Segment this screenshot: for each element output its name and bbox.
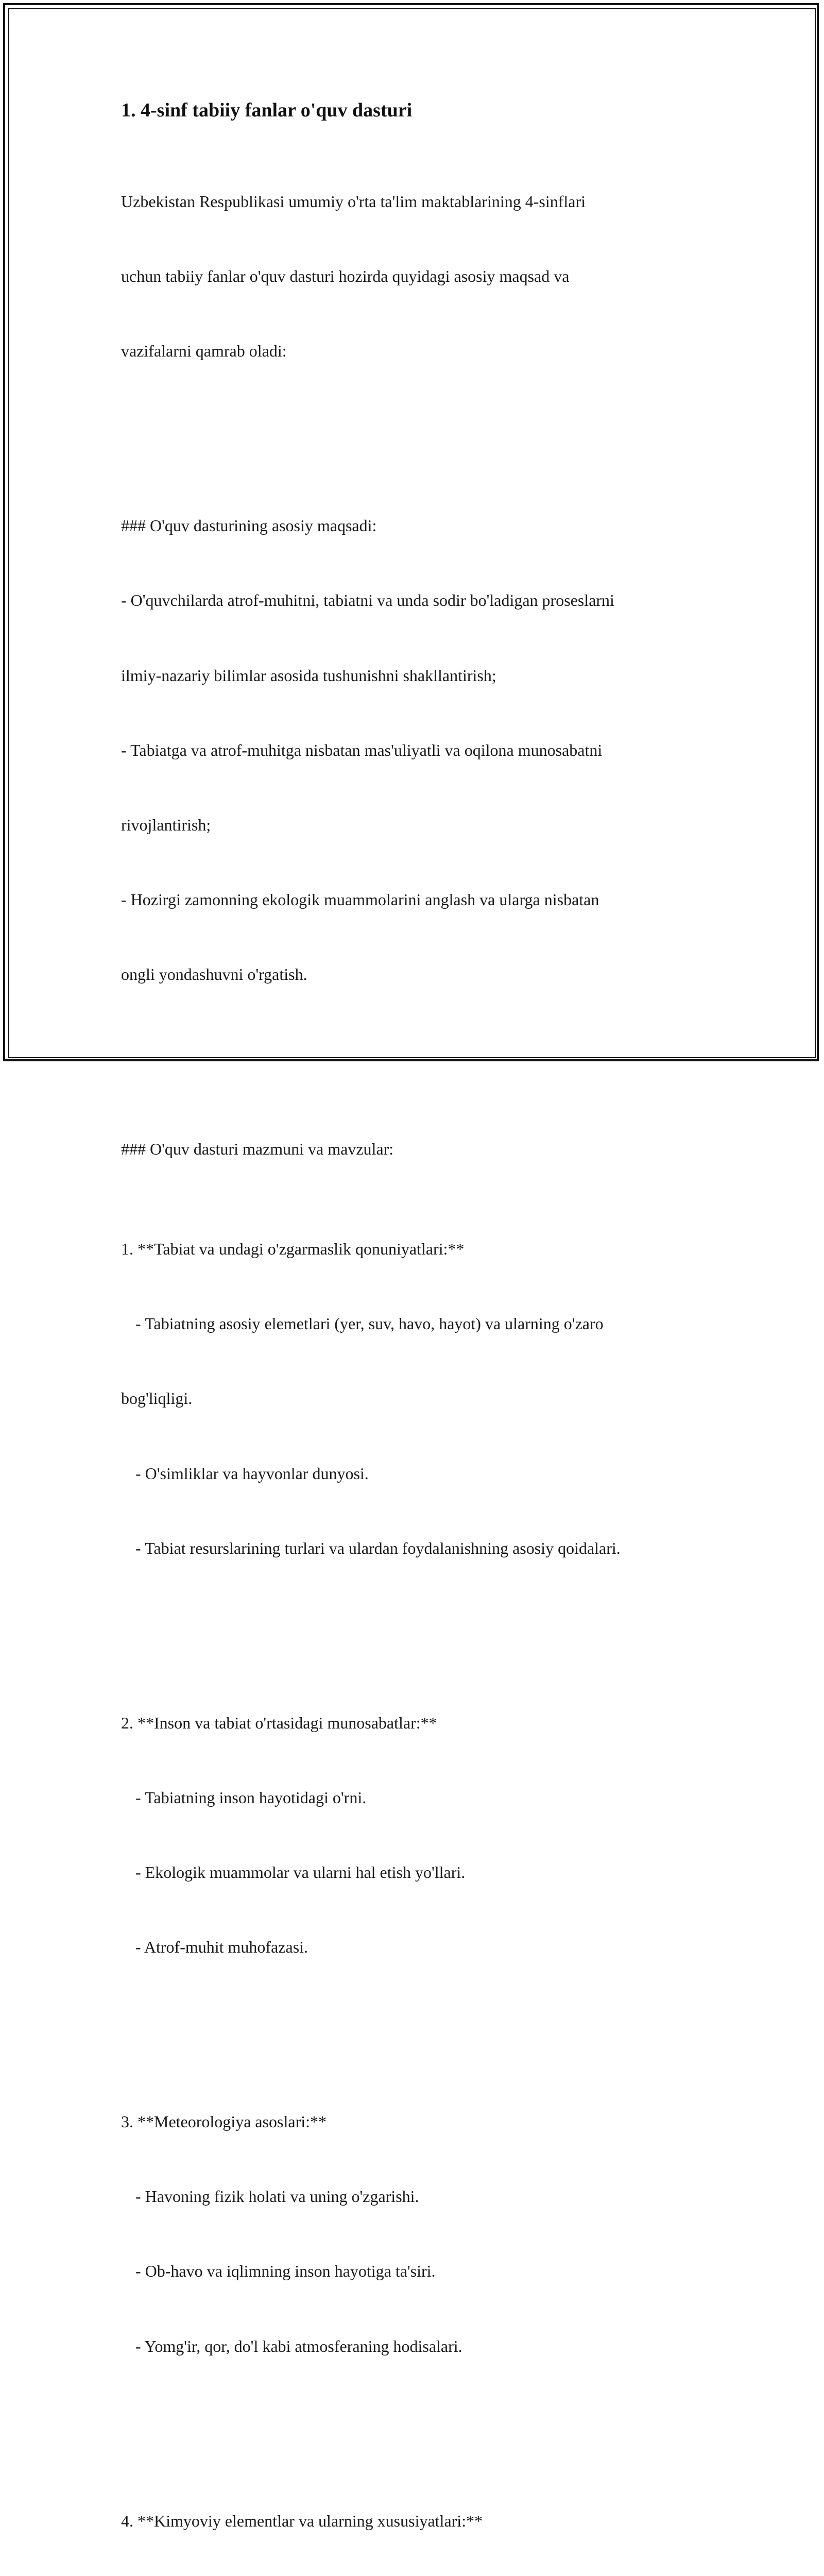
section-title: 1. **Tabiat va undagi o'zgarmaslik qonuniyatlari:** — [121, 1239, 465, 1258]
goal-line: rivojlantirish; — [121, 815, 211, 834]
section-item: - Tabiat resurslarining turlari va ulardan foydalanishning asosiy qoidalari. — [135, 1538, 621, 1557]
blank-line — [121, 1611, 724, 1635]
intro-line: Uzbekistan Respublikasi umumiy o'rta ta'lim maktablarining 4-sinflari — [121, 192, 586, 211]
goals-heading: ### O'quv dasturining asosiy maqsadi: — [121, 516, 377, 535]
section-item: - Tabiatning inson hayotidagi o'rni. — [135, 1788, 367, 1807]
section-item: - Ob-havo va iqlimning inson hayotiga ta'siri. — [135, 2262, 436, 2281]
goal-line: - Hozirgi zamonning ekologik muammolarini anglash va ularga nisbatan — [121, 890, 599, 909]
section-title: 2. **Inson va tabiat o'rtasidagi munosabatlar:** — [121, 1713, 437, 1732]
blank-line — [121, 2009, 724, 2034]
intro-line: vazifalarni qamrab oladi: — [121, 342, 287, 361]
goal-line: ongli yondashuvni o'rgatish. — [121, 965, 307, 984]
section-item: - Atrof-muhit muhofazasi. — [135, 1938, 308, 1957]
blank-line — [121, 2409, 724, 2433]
blank-line — [121, 413, 724, 438]
content-heading: ### O'quv dasturi mazmuni va mavzular: — [121, 1140, 394, 1159]
document-page — [121, 97, 724, 2576]
section-item-wrap: bog'liqligi. — [121, 1389, 193, 1408]
section-item: - Yomg'ir, qor, do'l kabi atmosferaning hodisalari. — [135, 2336, 462, 2355]
intro-paragraph — [121, 139, 724, 2576]
intro-line: uchun tabiiy fanlar o'quv dasturi hozirda quyidagi asosiy maqsad va — [121, 267, 570, 286]
section-title: 4. **Kimyoviy elementlar va ularning xususiyatlari:** — [121, 2511, 483, 2530]
goal-line: - Tabiatga va atrof-muhitga nisbatan mas'uliyatli va oqilona munosabatni — [121, 740, 603, 759]
section-item: - Ekologik muammolar va ularni hal etish yo'llari. — [135, 1862, 466, 1882]
section-item: - Tabiatning asosiy elemetlari (yer, suv, havo, hayot) va ularning o'zaro — [135, 1314, 604, 1333]
goal-line: - O'quvchilarda atrof-muhitni, tabiatni va unda sodir bo'ladigan proseslarni — [121, 591, 614, 610]
section-item: - O'simliklar va hayvonlar dunyosi. — [135, 1464, 369, 1483]
blank-line — [121, 1037, 724, 1062]
goal-line: ilmiy-nazariy bilimlar asosida tushunishni shakllantirish; — [121, 666, 496, 685]
document-title: 1. 4-sinf tabiiy fanlar o'quv dasturi — [121, 99, 413, 121]
section-item: - Havoning fizik holati va uning o'zgarishi. — [135, 2187, 419, 2206]
section-title: 3. **Meteorologiya asoslari:** — [121, 2112, 327, 2131]
